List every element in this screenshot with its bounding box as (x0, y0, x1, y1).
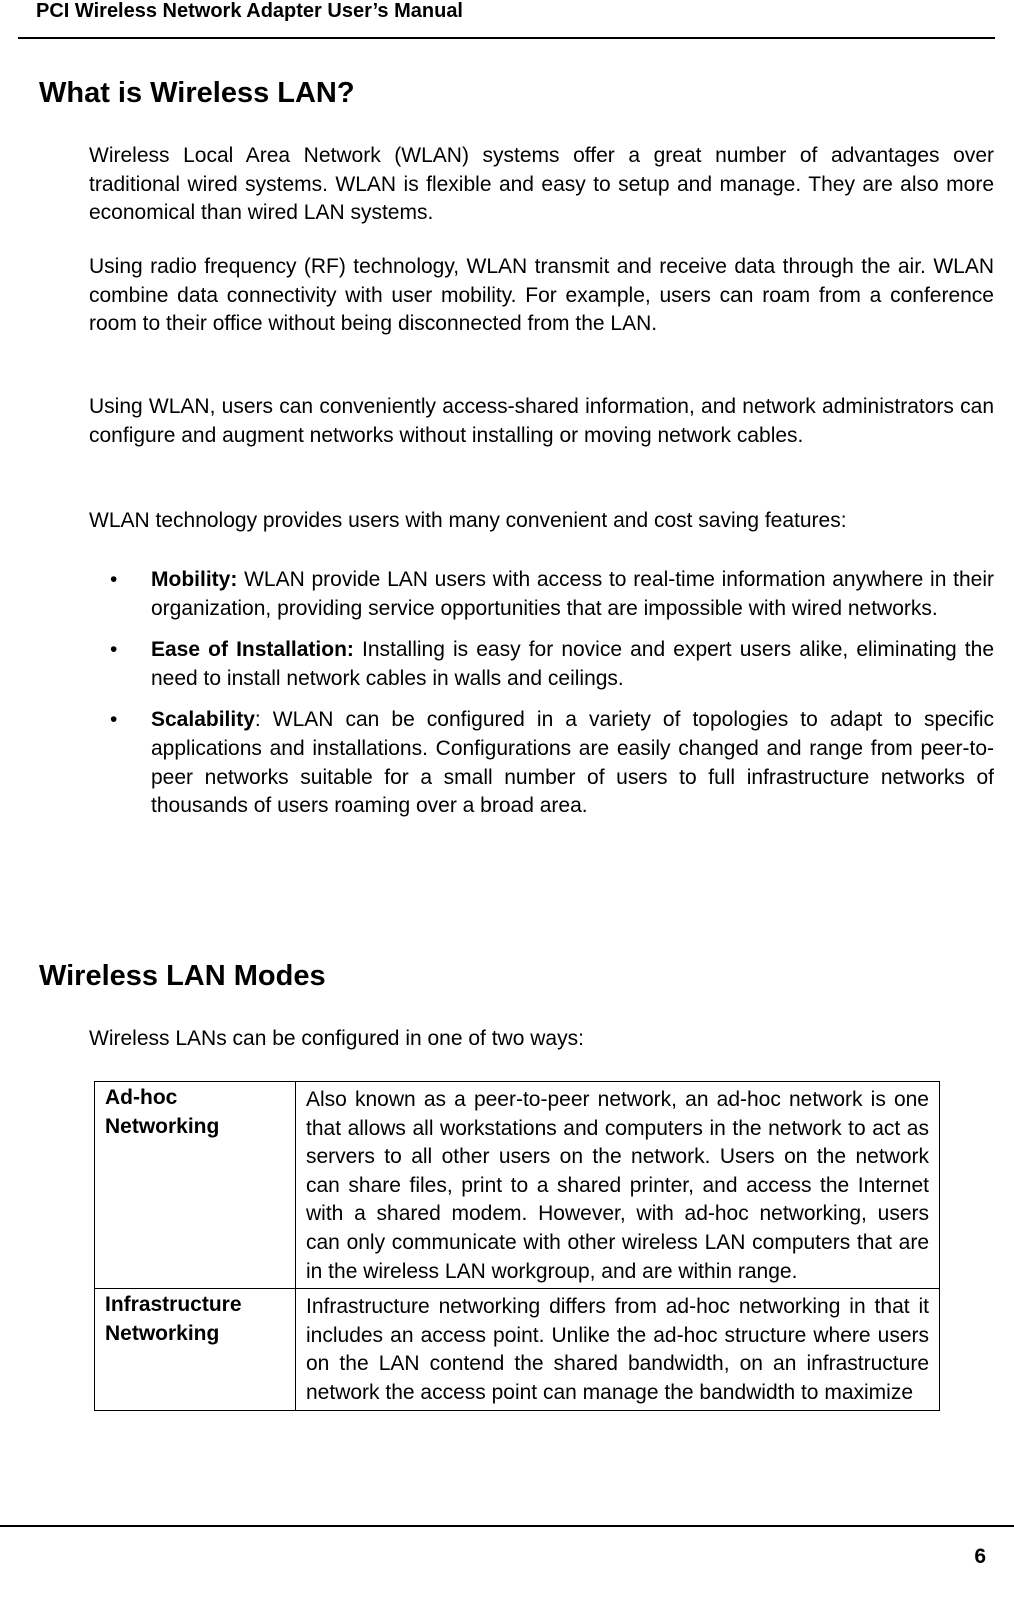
footer-divider (0, 1525, 1014, 1527)
section-heading-wlan-modes: Wireless LAN Modes (39, 960, 326, 992)
feature-term: Mobility: (151, 568, 238, 591)
feature-term: Scalability (151, 708, 255, 732)
paragraph-modes-intro: Wireless LANs can be configured in one of two ways: (89, 1027, 584, 1050)
section-heading-what-is-wlan: What is Wireless LAN? (39, 77, 355, 109)
feature-text: : WLAN can be configured in a variety of topologies to adapt to specific applications and installations. Configurations are easily changed and range from peer-to-peer networks suitable for a small number of users to full infrastructure networks of thousands of users roaming over a broad area. (151, 708, 994, 818)
running-header-title: PCI Wireless Network Adapter User’s Manual (36, 0, 463, 22)
paragraph-access-shared: Using WLAN, users can conveniently access-shared information, and network administrators can configure and augment networks without installing or moving network cables. (89, 395, 994, 447)
bullet-icon: • (110, 708, 118, 732)
feature-text: Installing is easy for novice and expert users alike, eliminating the need to install network cables in walls and ceilings. (151, 638, 994, 690)
paragraph-rf-technology: Using radio frequency (RF) technology, WLAN transmit and receive data through the air. WLAN combine data connectivity with user mobility. For example, users can roam from a conference room to their office without being disconnected from the LAN. (89, 255, 994, 336)
mode-name-cell: Infrastructure Networking (95, 1289, 296, 1410)
mode-description-cell: Also known as a peer-to-peer network, an ad-hoc network is one that allows all workstations and computers in the network to act as servers to all other users on the network. Users on the network can share files, print to a shared printer, and access the Internet with a shared modem. However, with ad-hoc networking, users can only communicate with other wireless LAN computers that are in the wireless LAN workgroup, and are within range. (296, 1082, 940, 1289)
feature-text: WLAN provide LAN users with access to real-time information anywhere in their organization, providing service opportunities that are impossible with wired networks. (151, 568, 994, 620)
feature-list (110, 566, 994, 834)
table-row (95, 1289, 940, 1410)
header-divider (18, 37, 995, 39)
bullet-icon: • (110, 638, 118, 662)
modes-table (94, 1081, 940, 1411)
list-item-ease-of-installation (110, 636, 994, 693)
mode-description-cell: Infrastructure networking differs from ad-hoc networking in that it includes an access point. Unlike the ad-hoc structure where users on the LAN contend the shared bandwidth, on an infrastructure network the access point can manage the bandwidth to maximize (296, 1289, 940, 1410)
bullet-icon: • (110, 568, 118, 591)
paragraph-intro: Wireless Local Area Network (WLAN) systems offer a great number of advantages over traditional wired systems. WLAN is flexible and easy to setup and manage. They are also more economical than wired LAN systems. (89, 144, 994, 225)
mode-name-cell: Ad-hoc Networking (95, 1082, 296, 1289)
feature-term: Ease of Installation: (151, 638, 354, 662)
list-item-mobility (110, 566, 994, 623)
paragraph-features-intro: WLAN technology provides users with many convenient and cost saving features: (89, 509, 847, 532)
page-number: 6 (974, 1545, 986, 1568)
table-row (95, 1082, 940, 1289)
list-item-scalability (110, 706, 994, 820)
